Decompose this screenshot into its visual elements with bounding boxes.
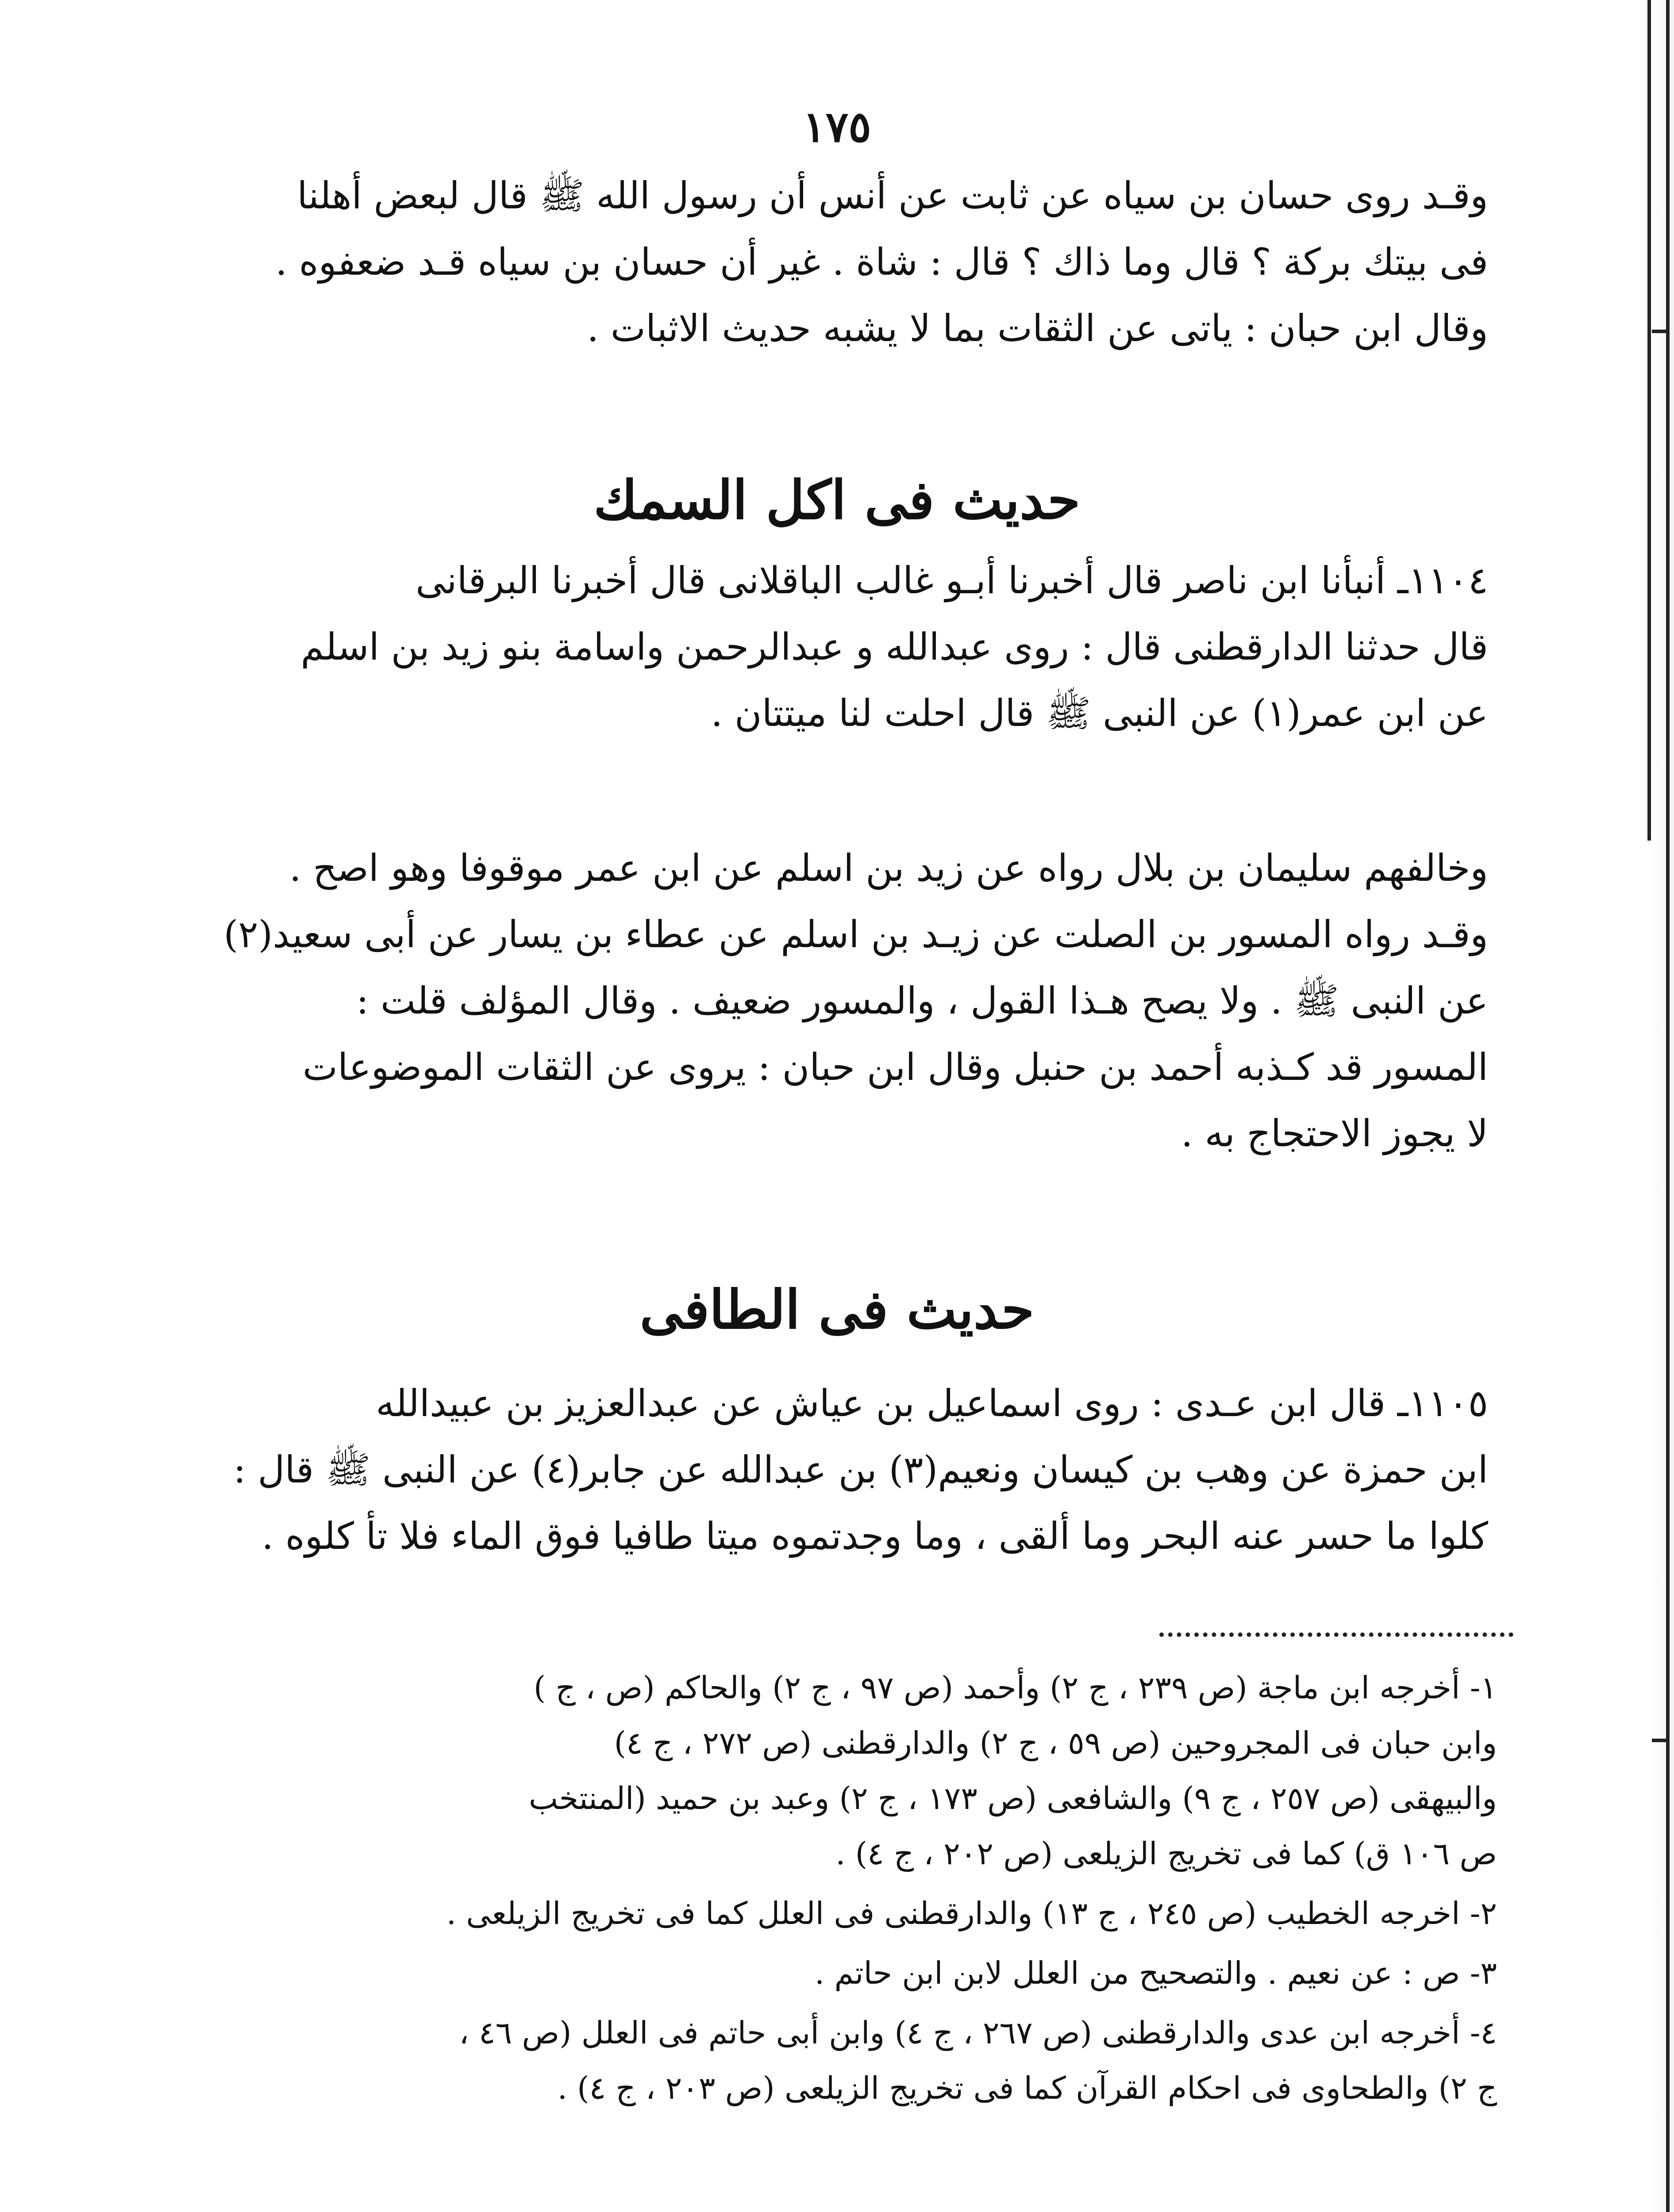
- text-line: فى بيتك بركة ؟ قال وما ذاك ؟ قال : شاة . غير أن حسان بن سياه قـد ضعفوه .: [275, 240, 1488, 284]
- text-line: ١١٠٤ـ أنبأنا ابن ناصر قال أخبرنا أبـو غالب الباقلانى قال أخبرنا البرقانى: [416, 559, 1488, 602]
- text-line: لا يجوز الاحتجاج به .: [1181, 1112, 1488, 1155]
- footnote-line: والبيهقى (ص ٢٥٧ ، ج ٩) والشافعى (ص ١٧٣ ، ج ٢) وعبد بن حميد (المنتخب: [529, 1780, 1497, 1816]
- text-line: وقـد رواه المسور بن الصلت عن زيـد بن اسلم عن عطاء بن يسار عن أبى سعيد(٢): [223, 913, 1488, 956]
- text-line: عن النبى ﷺ . ولا يصح هـذا القول ، والمسور ضعيف . وقال المؤلف قلت :: [356, 979, 1488, 1022]
- text-line: قال حدثنا الدارقطنى قال : روى عبدالله و عبدالرحمن واسامة بنو زيد بن اسلم: [300, 625, 1488, 668]
- footnote-line: ص ١٠٦ ق) كما فى تخريج الزيلعى (ص ٢٠٢ ، ج ٤) .: [835, 1836, 1497, 1872]
- footnote-line: ١- أخرجه ابن ماجة (ص ٢٣٩ ، ج ٢) وأحمد (ص ٩٧ ، ج ٢) والحاكم (ص ، ج ): [533, 1670, 1497, 1706]
- footnote-separator: [1159, 1632, 1513, 1637]
- footnote-1: [169, 1672, 1497, 1893]
- section-heading: حديث فى الطافى: [639, 1279, 1035, 1341]
- text-line: ابن حمزة عن وهب بن كيسان ونعيم(٣) بن عبدالله عن جابر(٤) عن النبى ﷺ قال :: [233, 1448, 1488, 1491]
- commentary-paragraph: [152, 846, 1488, 1181]
- text-line: كلوا ما حسر عنه البحر وما ألقى ، وما وجدتموه ميتا طافيا فوق الماء فلا تأ كلوه .: [262, 1514, 1488, 1558]
- text-line: وخالفهم سليمان بن بلال رواه عن زيد بن اسلم عن ابن عمر موقوفا وهو اصح .: [289, 846, 1488, 890]
- hadith-paragraph: [152, 1382, 1488, 1584]
- scan-edge-tick: [1652, 330, 1670, 333]
- footnote-line: ٢- اخرجه الخطيب (ص ٢٤٥ ، ج ١٣) والدارقطنى فى العلل كما فى تخريج الزيلعى .: [446, 1895, 1497, 1932]
- text-line: عن ابن عمر(١) عن النبى ﷺ قال احلت لنا ميتتان .: [711, 691, 1488, 735]
- footnote-3: [169, 1955, 1497, 2013]
- footnote-line: ٤- أخرجه ابن عدى والدارقطنى (ص ٢٦٧ ، ج ٤) وابن أبى حاتم فى العلل (ص ٤٦ ،: [459, 2015, 1497, 2051]
- scan-edge-tick: [1652, 1739, 1670, 1742]
- text-line: وقـد روى حسان بن سياه عن ثابت عن أنس أن رسول الله ﷺ قال لبعض أهلنا: [297, 174, 1488, 217]
- footnote-line: وابن حبان فى المجروحين (ص ٥٩ ، ج ٢) والدارقطنى (ص ٢٧٢ ، ج ٤): [614, 1725, 1497, 1761]
- footnote-2: [169, 1895, 1497, 1953]
- text-line: ١١٠٥ـ قال ابن عـدى : روى اسماعيل بن عياش عن عبدالعزيز بن عبيدالله: [376, 1382, 1488, 1425]
- hadith-paragraph: [152, 559, 1488, 761]
- text-line: وقال ابن حبان : ياتى عن الثقات بما لا يشبه حديث الاثبات .: [587, 307, 1488, 350]
- footnote-4: [169, 2017, 1497, 2128]
- intro-paragraph: [152, 174, 1488, 376]
- footnote-line: ٣- ص : عن نعيم . والتصحيح من العلل لابن ابن حاتم .: [815, 1955, 1497, 1991]
- footnote-line: ج ٢) والطحاوى فى احكام القرآن كما فى تخريج الزيلعى (ص ٢٠٣ ، ج ٤) .: [557, 2070, 1497, 2106]
- section-heading: حديث فى اكل السمك: [593, 469, 1081, 531]
- text-line: المسور قد كـذبه أحمد بن حنبل وقال ابن حبان : يروى عن الثقات الموضوعات: [302, 1045, 1488, 1089]
- page-number: ١٧٥: [803, 102, 871, 152]
